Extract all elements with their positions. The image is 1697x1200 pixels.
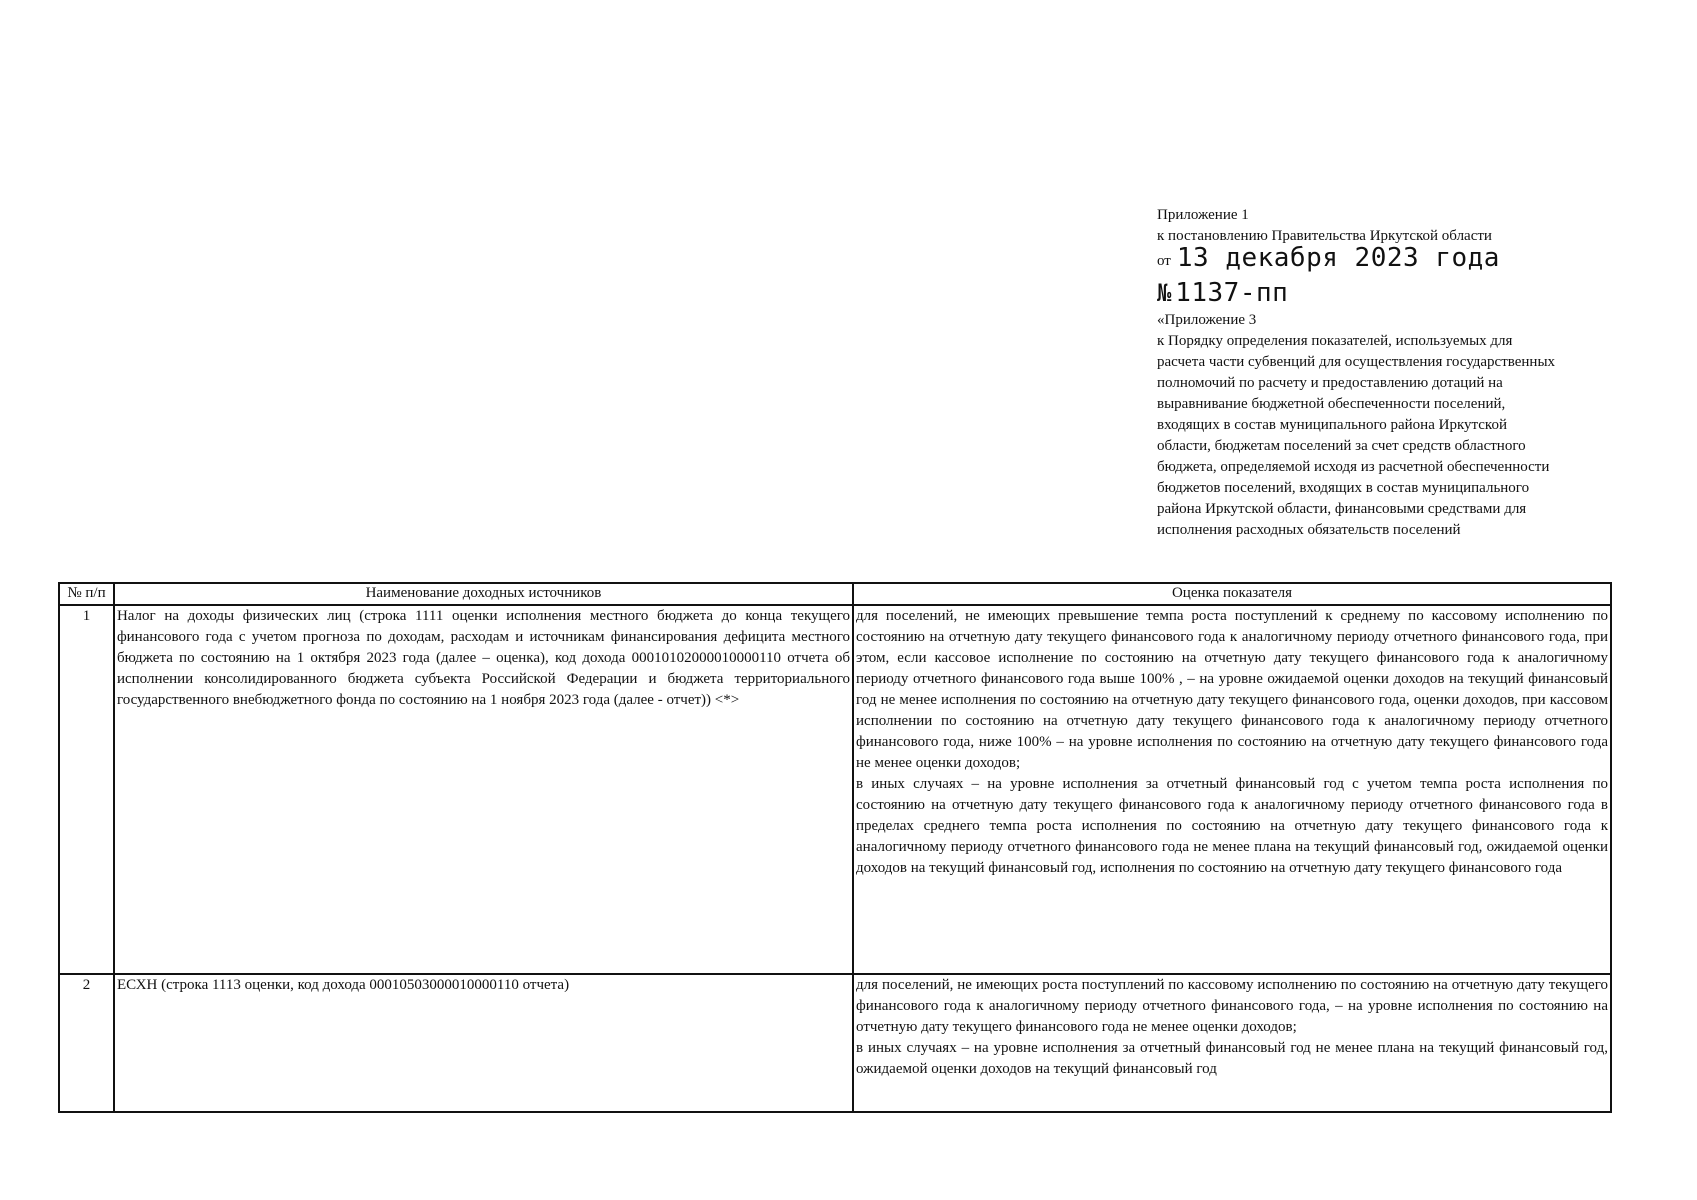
- sub-appendix-line: бюджетов поселений, входящих в состав муниципального: [1157, 480, 1530, 496]
- sub-appendix-title: «Приложение 3: [1157, 312, 1257, 328]
- evaluation-paragraph: для поселений, не имеющих превышение темпа роста поступлений к среднему по кассовому исполнению по состоянию на отчетную дату текущего финансового года к аналогичному периоду отчетного финансового года, при этом, если кассовое исполнение по состоянию на отчетную дату текущего финансового года к аналогичному периоду отчетного финансового года выше 100% , – на уровне ожидаемой оценки доходов на текущий финансовый год не менее исполнения по состоянию на отчетную дату текущего финансового года, оценки доходов, при кассовом исполнении по состоянию на отчетную дату текущего финансового года к аналогичному периоду отчетного финансового года, ниже 100% – на уровне исполнения по состоянию на отчетную дату текущего финансового года не менее оценки доходов;: [856, 608, 1608, 771]
- indicator-evaluation: [853, 974, 1611, 1112]
- revenue-source-name: Налог на доходы физических лиц (строка 1111 оценки исполнения местного бюджета до конца текущего финансового года с учетом прогноза по доходам, расходам и источникам финансирования дефицита местного бюджета по состоянию на 1 октября 2023 года (далее – оценка), код дохода 00010102000010000110 отчета об исполнении консолидированного бюджета субъекта Российской Федерации и бюджета территориального государственного внебюджетного фонда по состоянию на 1 ноября 2023 года (далее - отчет)) <*>: [114, 605, 853, 974]
- revenue-source-name: ЕСХН (строка 1113 оценки, код дохода 00010503000010000110 отчета): [114, 974, 853, 1112]
- revenue-table-container: [58, 582, 1612, 1113]
- resolution-reference: к постановлению Правительства Иркутской области: [1157, 228, 1492, 244]
- table-header-row: [59, 583, 1611, 605]
- row-number: 1: [59, 605, 114, 974]
- sub-appendix-line: расчета части субвенций для осуществления государственных: [1157, 354, 1556, 370]
- sub-appendix-line: входящих в состав муниципального района Иркутской: [1157, 417, 1507, 433]
- sub-appendix-line: исполнения расходных обязательств поселений: [1157, 522, 1461, 538]
- resolution-number-line: [1157, 277, 1627, 310]
- resolution-number: 1137-пп: [1175, 278, 1289, 308]
- appendix-title: Приложение 1: [1157, 207, 1249, 223]
- date-prefix: от: [1157, 253, 1171, 269]
- evaluation-paragraph: для поселений, не имеющих роста поступлений по кассовому исполнению по состоянию на отчетную дату текущего финансового года к аналогичному периоду отчетного финансового года, – на уровне исполнения по состоянию на отчетную дату текущего финансового года не менее оценки доходов;: [856, 977, 1608, 1035]
- sub-appendix-line: полномочий по расчету и предоставлению дотаций на: [1157, 375, 1503, 391]
- indicator-evaluation: [853, 605, 1611, 974]
- sub-appendix-line: области, бюджетам поселений за счет средств областного: [1157, 438, 1526, 454]
- header-number: № п/п: [59, 583, 114, 605]
- evaluation-paragraph: в иных случаях – на уровне исполнения за отчетный финансовый год не менее плана на текущий финансовый год, ожидаемой оценки доходов на текущий финансовый год: [856, 1040, 1608, 1077]
- header-indicator-evaluation: Оценка показателя: [853, 583, 1611, 605]
- resolution-date: 13 декабря 2023 года: [1176, 243, 1500, 273]
- appendix-header: [1157, 205, 1627, 541]
- sub-appendix-line: бюджета, определяемой исходя из расчетной обеспеченности: [1157, 459, 1550, 475]
- table-row: [59, 605, 1611, 974]
- sub-appendix-line: выравнивание бюджетной обеспеченности поселений,: [1157, 396, 1506, 412]
- number-sign: №: [1157, 279, 1172, 307]
- row-number: 2: [59, 974, 114, 1112]
- sub-appendix-description: [1157, 331, 1627, 541]
- header-revenue-source: Наименование доходных источников: [114, 583, 853, 605]
- sub-appendix-line: к Порядку определения показателей, используемых для: [1157, 333, 1513, 349]
- resolution-date-line: [1157, 243, 1627, 277]
- evaluation-paragraph: в иных случаях – на уровне исполнения за отчетный финансовый год с учетом темпа роста исполнения по состоянию на отчетную дату текущего финансового года к аналогичному периоду отчетного финансового года в пределах среднего темпа роста исполнения по состоянию на отчетную дату текущего финансового года к аналогичному периоду отчетного финансового года не менее плана на текущий финансовый год, ожидаемой оценки доходов на текущий финансовый год, исполнения по состоянию на отчетную дату текущего финансового года: [856, 776, 1608, 876]
- sub-appendix-line: района Иркутской области, финансовыми средствами для: [1157, 501, 1527, 517]
- revenue-sources-table: [58, 582, 1612, 1113]
- table-row: [59, 974, 1611, 1112]
